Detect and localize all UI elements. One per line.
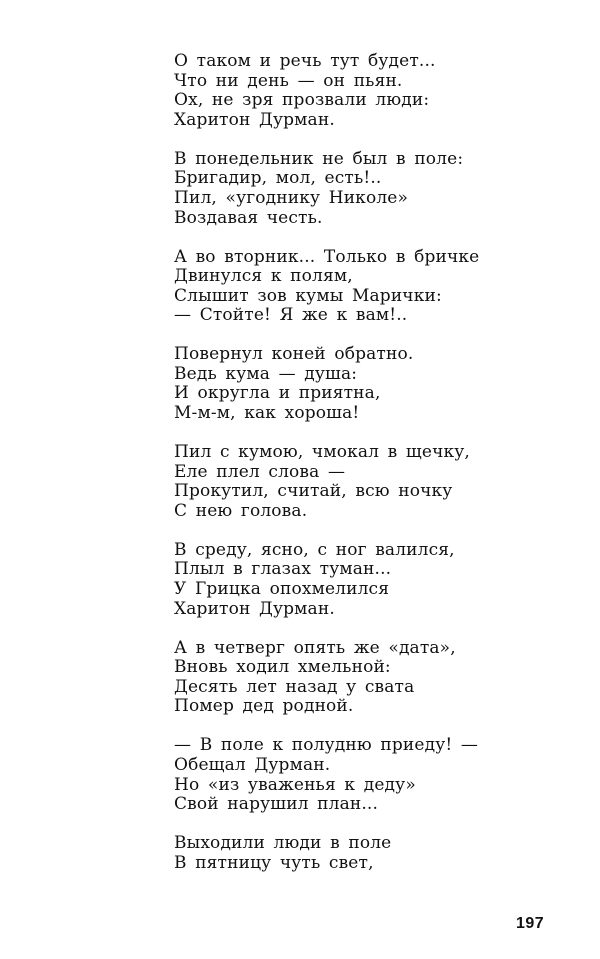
stanza-6 (174, 541, 534, 619)
poem-line: Харитон Дурман. (174, 109, 335, 130)
poem-line: Бригадир, мол, есть!.. (174, 168, 382, 189)
poem-line: В понедельник не был в поле: (174, 148, 464, 169)
poem-line: У Грицка опохмелился (174, 579, 390, 600)
poem-line: Вновь ходил хмельной: (174, 657, 391, 678)
stanza-3 (174, 248, 534, 326)
poem-text (174, 52, 534, 893)
poem-line: Прокутил, считай, всю ночку (174, 481, 453, 502)
poem-line: Ведь кума — душа: (174, 363, 358, 384)
stanza-8 (174, 736, 534, 814)
poem-line: В пятницу чуть свет, (174, 852, 374, 873)
poem-line: — В поле к полудню приеду! — (174, 735, 479, 756)
poem-line: В среду, ясно, с ног валился, (174, 539, 455, 560)
stanza-9 (174, 834, 534, 873)
stanza-1 (174, 52, 534, 130)
poem-line: С нею голова. (174, 500, 308, 521)
stanza-7 (174, 639, 534, 717)
page-number: 197 (516, 915, 545, 932)
poem-line: Пил, «угоднику Николе» (174, 187, 409, 208)
poem-line: — Стойте! Я же к вам!.. (174, 305, 408, 326)
poem-line: Что ни день — он пьян. (174, 70, 403, 91)
poem-line: Повернул коней обратно. (174, 344, 414, 365)
stanza-2 (174, 150, 534, 228)
stanza-5 (174, 443, 534, 521)
poem-line: Десять лет назад у свата (174, 676, 415, 697)
poem-line: И округла и приятна, (174, 383, 381, 404)
poem-line: Свой нарушил план... (174, 794, 379, 815)
poem-line: Выходили люди в поле (174, 833, 392, 854)
poem-line: Помер дед родной. (174, 696, 354, 717)
poem-line: М-м-м, как хороша! (174, 403, 360, 424)
poem-line: Двинулся к полям, (174, 266, 353, 287)
poem-line: О таком и речь тут будет... (174, 51, 436, 71)
poem-line: А в четверг опять же «дата», (174, 637, 456, 658)
poem-line: Ох, не зря прозвали люди: (174, 90, 430, 111)
poem-line: Воздавая честь. (174, 207, 323, 228)
poem-line: Плыл в глазах туман... (174, 559, 392, 580)
poem-line: Пил с кумою, чмокал в щечку, (174, 442, 470, 463)
poem-line: Харитон Дурман. (174, 598, 335, 619)
poem-line: Обещал Дурман. (174, 754, 331, 775)
stanza-4 (174, 345, 534, 423)
poem-line: Слышит зов кумы Марички: (174, 285, 442, 306)
poem-line: Еле плел слова — (174, 461, 346, 482)
poem-line: Но «из уваженья к деду» (174, 774, 416, 795)
poem-line: А во вторник... Только в бричке (174, 246, 480, 267)
